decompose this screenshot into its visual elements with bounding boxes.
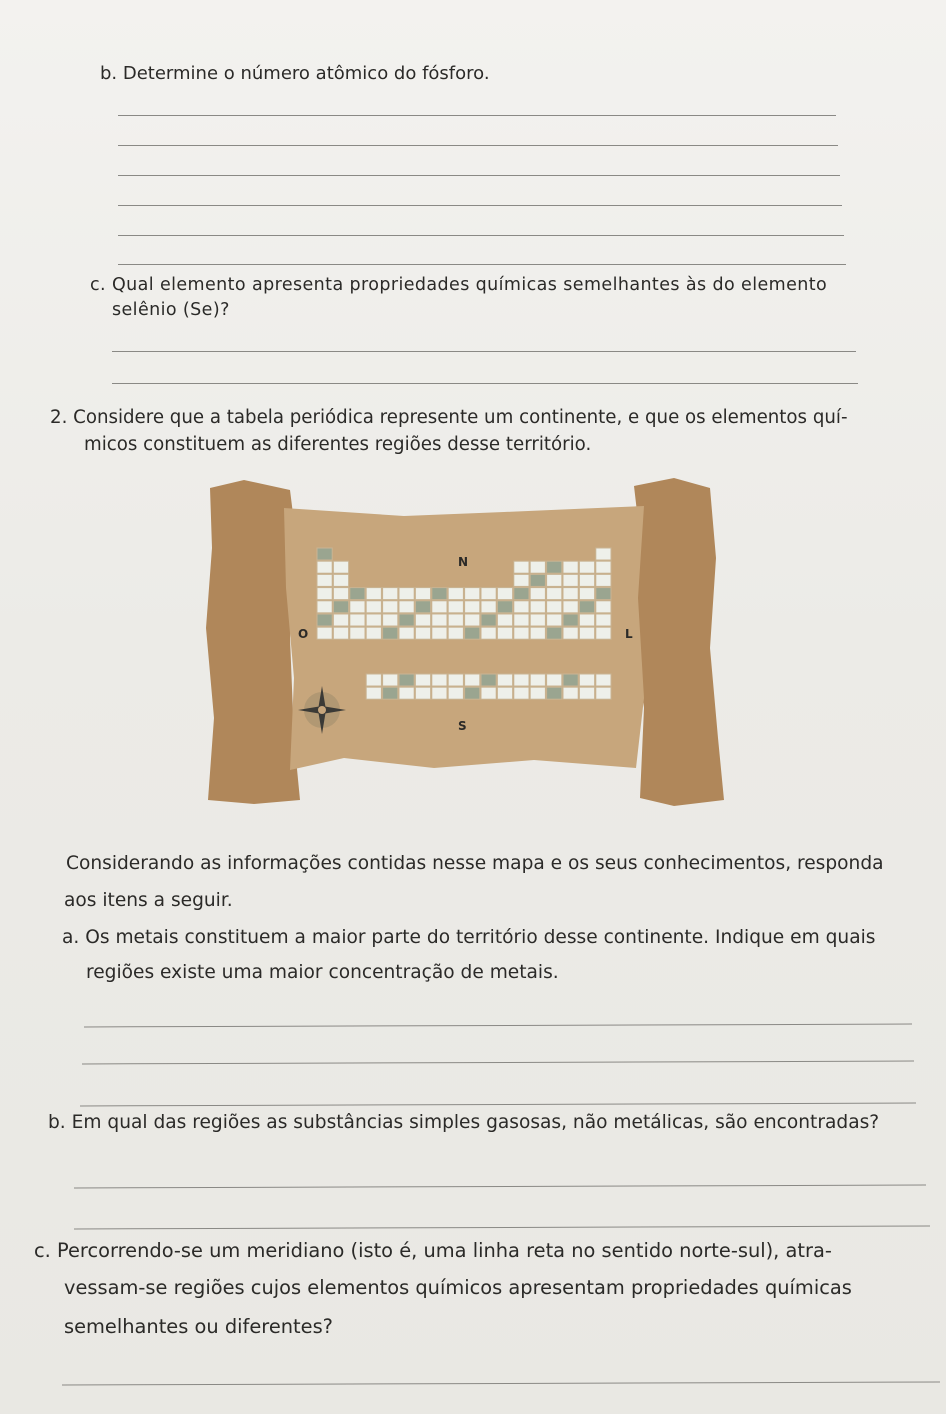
answer-line <box>112 351 856 352</box>
element-cell <box>383 627 398 639</box>
element-cell <box>596 548 611 560</box>
answer-line <box>118 235 844 236</box>
element-cell <box>333 601 348 613</box>
element-cell <box>579 601 594 613</box>
element-cell <box>514 561 529 573</box>
element-cell <box>317 588 332 600</box>
element-cell <box>579 561 594 573</box>
element-cell <box>465 627 480 639</box>
item-c-line3: semelhantes ou diferentes? <box>64 1315 333 1338</box>
item-a-line2: regiões existe uma maior concentração de metais. <box>86 962 559 983</box>
instruction-line1: Considerando as informações contidas nesse mapa e os seus conhecimentos, responda <box>66 853 884 874</box>
element-cell <box>415 614 430 626</box>
element-cell <box>448 614 463 626</box>
element-cell <box>596 614 611 626</box>
element-cell <box>432 674 447 686</box>
item-a-line1: a. Os metais constituem a maior parte do território desse continente. Indique em quais <box>62 927 876 948</box>
element-cell <box>530 561 545 573</box>
element-cell <box>383 601 398 613</box>
element-cell <box>465 601 480 613</box>
element-cell <box>514 614 529 626</box>
element-cell <box>415 687 430 699</box>
element-cell <box>481 674 496 686</box>
element-cell <box>399 614 414 626</box>
answer-line <box>118 145 838 146</box>
map-label-north: N <box>458 555 469 569</box>
element-cell <box>514 687 529 699</box>
answer-line <box>112 383 858 384</box>
element-cell <box>497 627 512 639</box>
element-cell <box>448 601 463 613</box>
scroll-right-roll <box>634 478 724 806</box>
element-cell <box>432 687 447 699</box>
element-cell <box>465 687 480 699</box>
element-cell <box>596 674 611 686</box>
element-cell <box>317 614 332 626</box>
element-cell <box>579 687 594 699</box>
element-cell <box>530 574 545 586</box>
element-cell <box>579 674 594 686</box>
answer-line <box>74 1185 926 1189</box>
element-cell <box>547 627 562 639</box>
element-cell <box>465 674 480 686</box>
element-cell <box>317 561 332 573</box>
element-cell <box>432 627 447 639</box>
element-cell <box>481 601 496 613</box>
answer-line <box>82 1061 914 1065</box>
element-cell <box>596 561 611 573</box>
element-cell <box>399 588 414 600</box>
element-cell <box>530 614 545 626</box>
element-cell <box>383 687 398 699</box>
element-cell <box>333 561 348 573</box>
element-cell <box>350 588 365 600</box>
answer-line <box>118 205 842 206</box>
element-cell <box>547 614 562 626</box>
answer-line <box>118 115 836 116</box>
element-cell <box>481 588 496 600</box>
element-cell <box>563 627 578 639</box>
element-cell <box>563 601 578 613</box>
item-c-line1: c. Percorrendo-se um meridiano (isto é, uma linha reta no sentido norte-sul), atra- <box>34 1239 832 1262</box>
element-cell <box>497 674 512 686</box>
element-cell <box>563 614 578 626</box>
element-cell <box>596 601 611 613</box>
element-cell <box>317 627 332 639</box>
element-cell <box>415 627 430 639</box>
element-cell <box>514 574 529 586</box>
answer-line <box>74 1226 930 1230</box>
answer-line <box>84 1024 912 1028</box>
map-label-west: O <box>298 627 309 641</box>
element-cell <box>530 674 545 686</box>
question-1b: b. Determine o número atômico do fósforo. <box>100 63 490 84</box>
element-cell <box>415 588 430 600</box>
element-cell <box>530 601 545 613</box>
map-label-south: S <box>458 719 467 733</box>
element-cell <box>415 601 430 613</box>
element-cell <box>317 548 332 560</box>
element-cell <box>547 574 562 586</box>
answer-line <box>80 1103 916 1107</box>
element-cell <box>514 588 529 600</box>
element-cell <box>366 674 381 686</box>
element-cell <box>448 627 463 639</box>
element-cell <box>366 614 381 626</box>
element-cell <box>383 614 398 626</box>
answer-line <box>118 264 846 265</box>
element-cell <box>514 674 529 686</box>
periodic-table-map <box>204 478 728 808</box>
element-cell <box>333 588 348 600</box>
element-cell <box>530 627 545 639</box>
element-cell <box>350 614 365 626</box>
element-cell <box>465 588 480 600</box>
element-cell <box>317 574 332 586</box>
instruction-line2: aos itens a seguir. <box>64 890 233 911</box>
element-cell <box>497 588 512 600</box>
element-cell <box>383 588 398 600</box>
element-cell <box>596 687 611 699</box>
element-cell <box>448 687 463 699</box>
element-cell <box>563 674 578 686</box>
element-cell <box>481 627 496 639</box>
element-cell <box>350 601 365 613</box>
element-cell <box>497 614 512 626</box>
element-cell <box>579 588 594 600</box>
element-cell <box>399 601 414 613</box>
question-1c-line2: selênio (Se)? <box>112 300 230 320</box>
element-cell <box>317 601 332 613</box>
element-cell <box>432 601 447 613</box>
element-cell <box>596 588 611 600</box>
element-cell <box>333 574 348 586</box>
element-cell <box>432 614 447 626</box>
answer-line <box>62 1381 940 1385</box>
element-cell <box>579 614 594 626</box>
answer-line <box>118 175 840 176</box>
element-cell <box>448 588 463 600</box>
question-1c-line1: c. Qual elemento apresenta propriedades químicas semelhantes às do elemento <box>90 275 828 295</box>
element-cell <box>415 674 430 686</box>
item-c-line2: vessam-se regiões cujos elementos químicos apresentam propriedades químicas <box>64 1276 852 1299</box>
element-cell <box>547 674 562 686</box>
question-2-line2: micos constituem as diferentes regiões desse território. <box>84 434 592 455</box>
element-cell <box>596 574 611 586</box>
question-2-line1: 2. Considere que a tabela periódica represente um continente, e que os elementos quí- <box>50 407 848 428</box>
element-cell <box>530 588 545 600</box>
element-cell <box>579 627 594 639</box>
element-cell <box>514 627 529 639</box>
map-label-east: L <box>625 627 633 641</box>
element-cell <box>333 627 348 639</box>
element-cell <box>399 674 414 686</box>
element-cell <box>514 601 529 613</box>
element-cell <box>596 627 611 639</box>
item-b: b. Em qual das regiões as substâncias simples gasosas, não metálicas, são encontradas? <box>48 1112 880 1133</box>
element-cell <box>399 687 414 699</box>
element-cell <box>432 588 447 600</box>
element-cell <box>530 687 545 699</box>
element-cell <box>497 687 512 699</box>
element-cell <box>333 614 348 626</box>
element-cell <box>366 588 381 600</box>
element-cell <box>547 687 562 699</box>
element-cell <box>448 674 463 686</box>
element-cell <box>547 601 562 613</box>
element-cell <box>481 614 496 626</box>
element-cell <box>547 588 562 600</box>
element-cell <box>350 627 365 639</box>
element-cell <box>563 588 578 600</box>
element-cell <box>465 614 480 626</box>
element-cell <box>563 687 578 699</box>
element-cell <box>399 627 414 639</box>
element-cell <box>366 627 381 639</box>
element-cell <box>547 561 562 573</box>
element-cell <box>481 687 496 699</box>
element-cell <box>563 561 578 573</box>
element-cell <box>366 601 381 613</box>
element-cell <box>366 687 381 699</box>
element-cell <box>383 674 398 686</box>
element-cell <box>563 574 578 586</box>
element-cell <box>579 574 594 586</box>
element-cell <box>497 601 512 613</box>
